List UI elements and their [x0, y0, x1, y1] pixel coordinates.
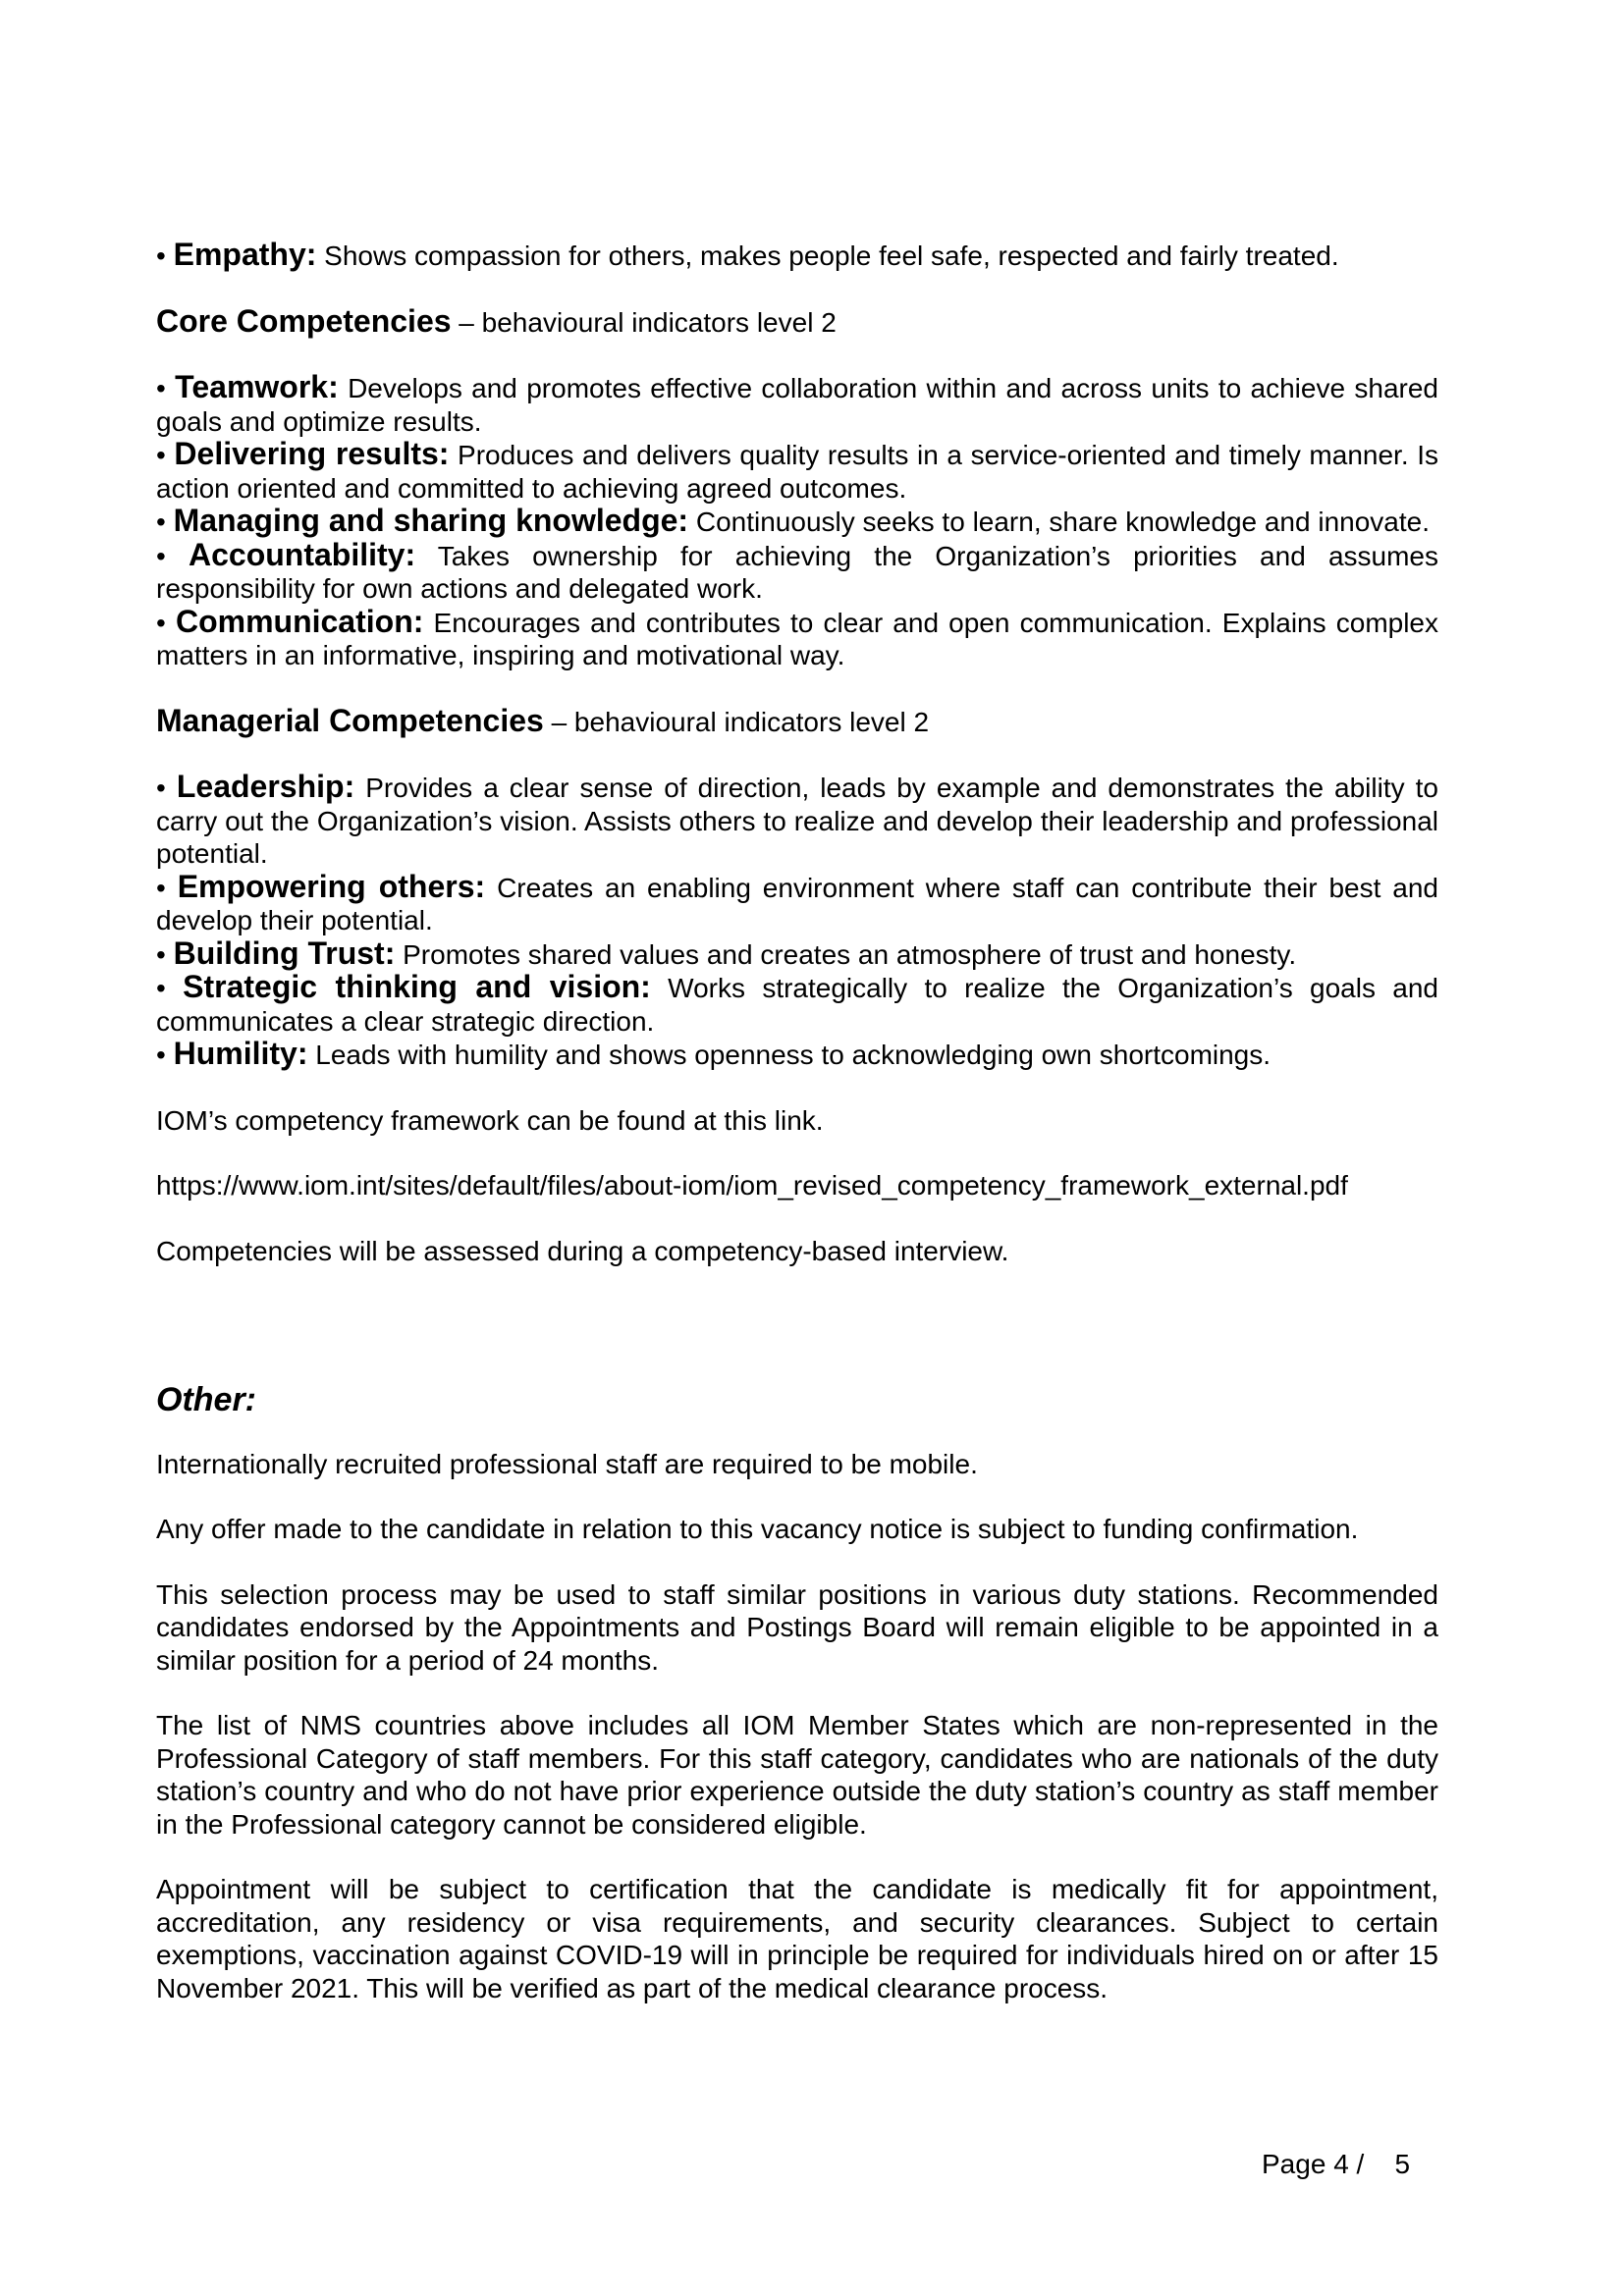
- bullet-glyph: •: [156, 773, 166, 803]
- other-paragraph-nms: The list of NMS countries above includes all IOM Member States which are non-represented in the Professional Category of staff members. For this staff category, candidates who are nationals of the duty station’s country and who do not have prior experience outside the duty station’s country as staff member in the Professional category cannot be considered eligible.: [156, 1710, 1438, 1840]
- core-item-managing-knowledge: [156, 505, 1438, 539]
- managerial-item-building-trust: [156, 934, 1438, 972]
- core-competencies-heading: Core Competencies – behavioural indicators level 2: [156, 302, 837, 339]
- description: Promotes shared values and creates an atmosphere of trust and honesty.: [395, 938, 1297, 970]
- other-paragraph-appointment: Appointment will be subject to certification that the candidate is medically fit for appointment, accreditation, any residency or visa requirements, and security clearances. Subject to certain exemptions, vaccination against COVID-19 will in principle be required for individuals hired on or after 15 November 2021. This will be verified as part of the medical clearance process.: [156, 1874, 1438, 2003]
- managerial-item-strategic-thinking: [156, 971, 1438, 1038]
- other-paragraph-funding: Any offer made to the candidate in relation to this vacancy notice is subject to funding confirmation.: [156, 1514, 1359, 1544]
- term: Strategic thinking and vision:: [183, 969, 651, 1004]
- bullet-glyph: •: [156, 373, 166, 403]
- term: Humility:: [173, 1036, 308, 1071]
- description: Produces and delivers quality results in a service-oriented and timely manner. Is action oriented and committed to achieving agreed outcomes.: [156, 440, 1438, 504]
- description: Provides a clear sense of direction, leads by example and demonstrates the ability to carry out the Organization’s vision. Assists others to realize and develop their leadership and professional potential.: [156, 773, 1438, 869]
- core-item-delivering-results: [156, 438, 1438, 505]
- term: Empowering others:: [177, 868, 486, 904]
- bullet-glyph: •: [156, 440, 166, 470]
- term: Delivering results:: [174, 436, 450, 471]
- empathy-term: Empathy:: [173, 237, 317, 272]
- description: Leads with humility and shows openness to acknowledging own shortcomings.: [307, 1040, 1271, 1070]
- empathy-item: [156, 239, 1438, 273]
- page-number-footer: [1262, 2148, 1410, 2180]
- description: Develops and promotes effective collaboration within and across units to achieve shared goals and optimize results.: [156, 373, 1439, 437]
- core-item-accountability: [156, 536, 1438, 606]
- page-total: 5: [1394, 2149, 1411, 2179]
- bullet-glyph: •: [156, 872, 166, 903]
- bullet-glyph: •: [156, 507, 166, 537]
- description: Encourages and contributes to clear and open communication. Explains complex matters in an informative, inspiring and motivational way.: [156, 607, 1439, 670]
- other-section: [156, 1448, 1438, 2005]
- description: Takes ownership for achieving the Organization’s priorities and assumes responsibility for own actions and delegated work.: [156, 540, 1438, 604]
- term: Building Trust:: [173, 934, 396, 971]
- description: Continuously seeks to learn, share knowledge and innovate.: [688, 507, 1430, 537]
- core-item-communication: [156, 603, 1439, 672]
- managerial-competencies-heading: Managerial Competencies – behavioural indicators level 2: [156, 702, 930, 738]
- bullet-glyph: •: [156, 938, 166, 970]
- other-paragraph-mobility: Internationally recruited professional staff are required to be mobile.: [156, 1448, 978, 1479]
- term: Teamwork:: [175, 369, 339, 404]
- managerial-item-empowering: [156, 868, 1439, 937]
- managerial-item-humility: [156, 1038, 1438, 1072]
- description: Works strategically to realize the Organization’s goals and communicates a clear strategic direction.: [156, 973, 1439, 1037]
- other-paragraph-selection: This selection process may be used to staff similar positions in various duty stations. Recommended candidates endorsed by the Appointments and Postings Board will remain eligible to be appointed in a similar position for a period of 24 months.: [156, 1578, 1438, 1676]
- bullet-glyph: •: [156, 540, 166, 571]
- bullet-glyph: •: [156, 240, 166, 271]
- framework-text: IOM’s competency framework can be found at this link.: [156, 1104, 824, 1136]
- managerial-competencies-list: [156, 771, 1438, 1072]
- bullet-glyph: •: [156, 973, 166, 1003]
- document-page: [156, 239, 1438, 2004]
- bullet-glyph: •: [156, 1040, 166, 1070]
- assessment-text: Competencies will be assessed during a competency-based interview.: [156, 1235, 1009, 1266]
- term: Communication:: [175, 603, 424, 639]
- term: Managing and sharing knowledge:: [173, 503, 689, 538]
- empathy-text: Shows compassion for others, makes people feel safe, respected and fairly treated.: [316, 240, 1339, 271]
- bullet-glyph: •: [156, 607, 166, 638]
- description: Creates an enabling environment where staff can contribute their best and develop their potential.: [156, 872, 1439, 935]
- core-item-teamwork: [156, 371, 1438, 438]
- term: Leadership:: [176, 769, 355, 804]
- managerial-item-leadership: [156, 771, 1438, 871]
- other-heading: Other:: [156, 1381, 256, 1418]
- framework-link[interactable]: https://www.iom.int/sites/default/files/about-iom/iom_revised_competency_framework_external.pdf: [156, 1170, 1348, 1201]
- page-separator: /: [1356, 2149, 1365, 2179]
- page-number: 4: [1333, 2149, 1349, 2179]
- core-competencies-list: [156, 371, 1438, 672]
- term: Accountability:: [189, 536, 416, 572]
- page-label: Page: [1262, 2149, 1326, 2179]
